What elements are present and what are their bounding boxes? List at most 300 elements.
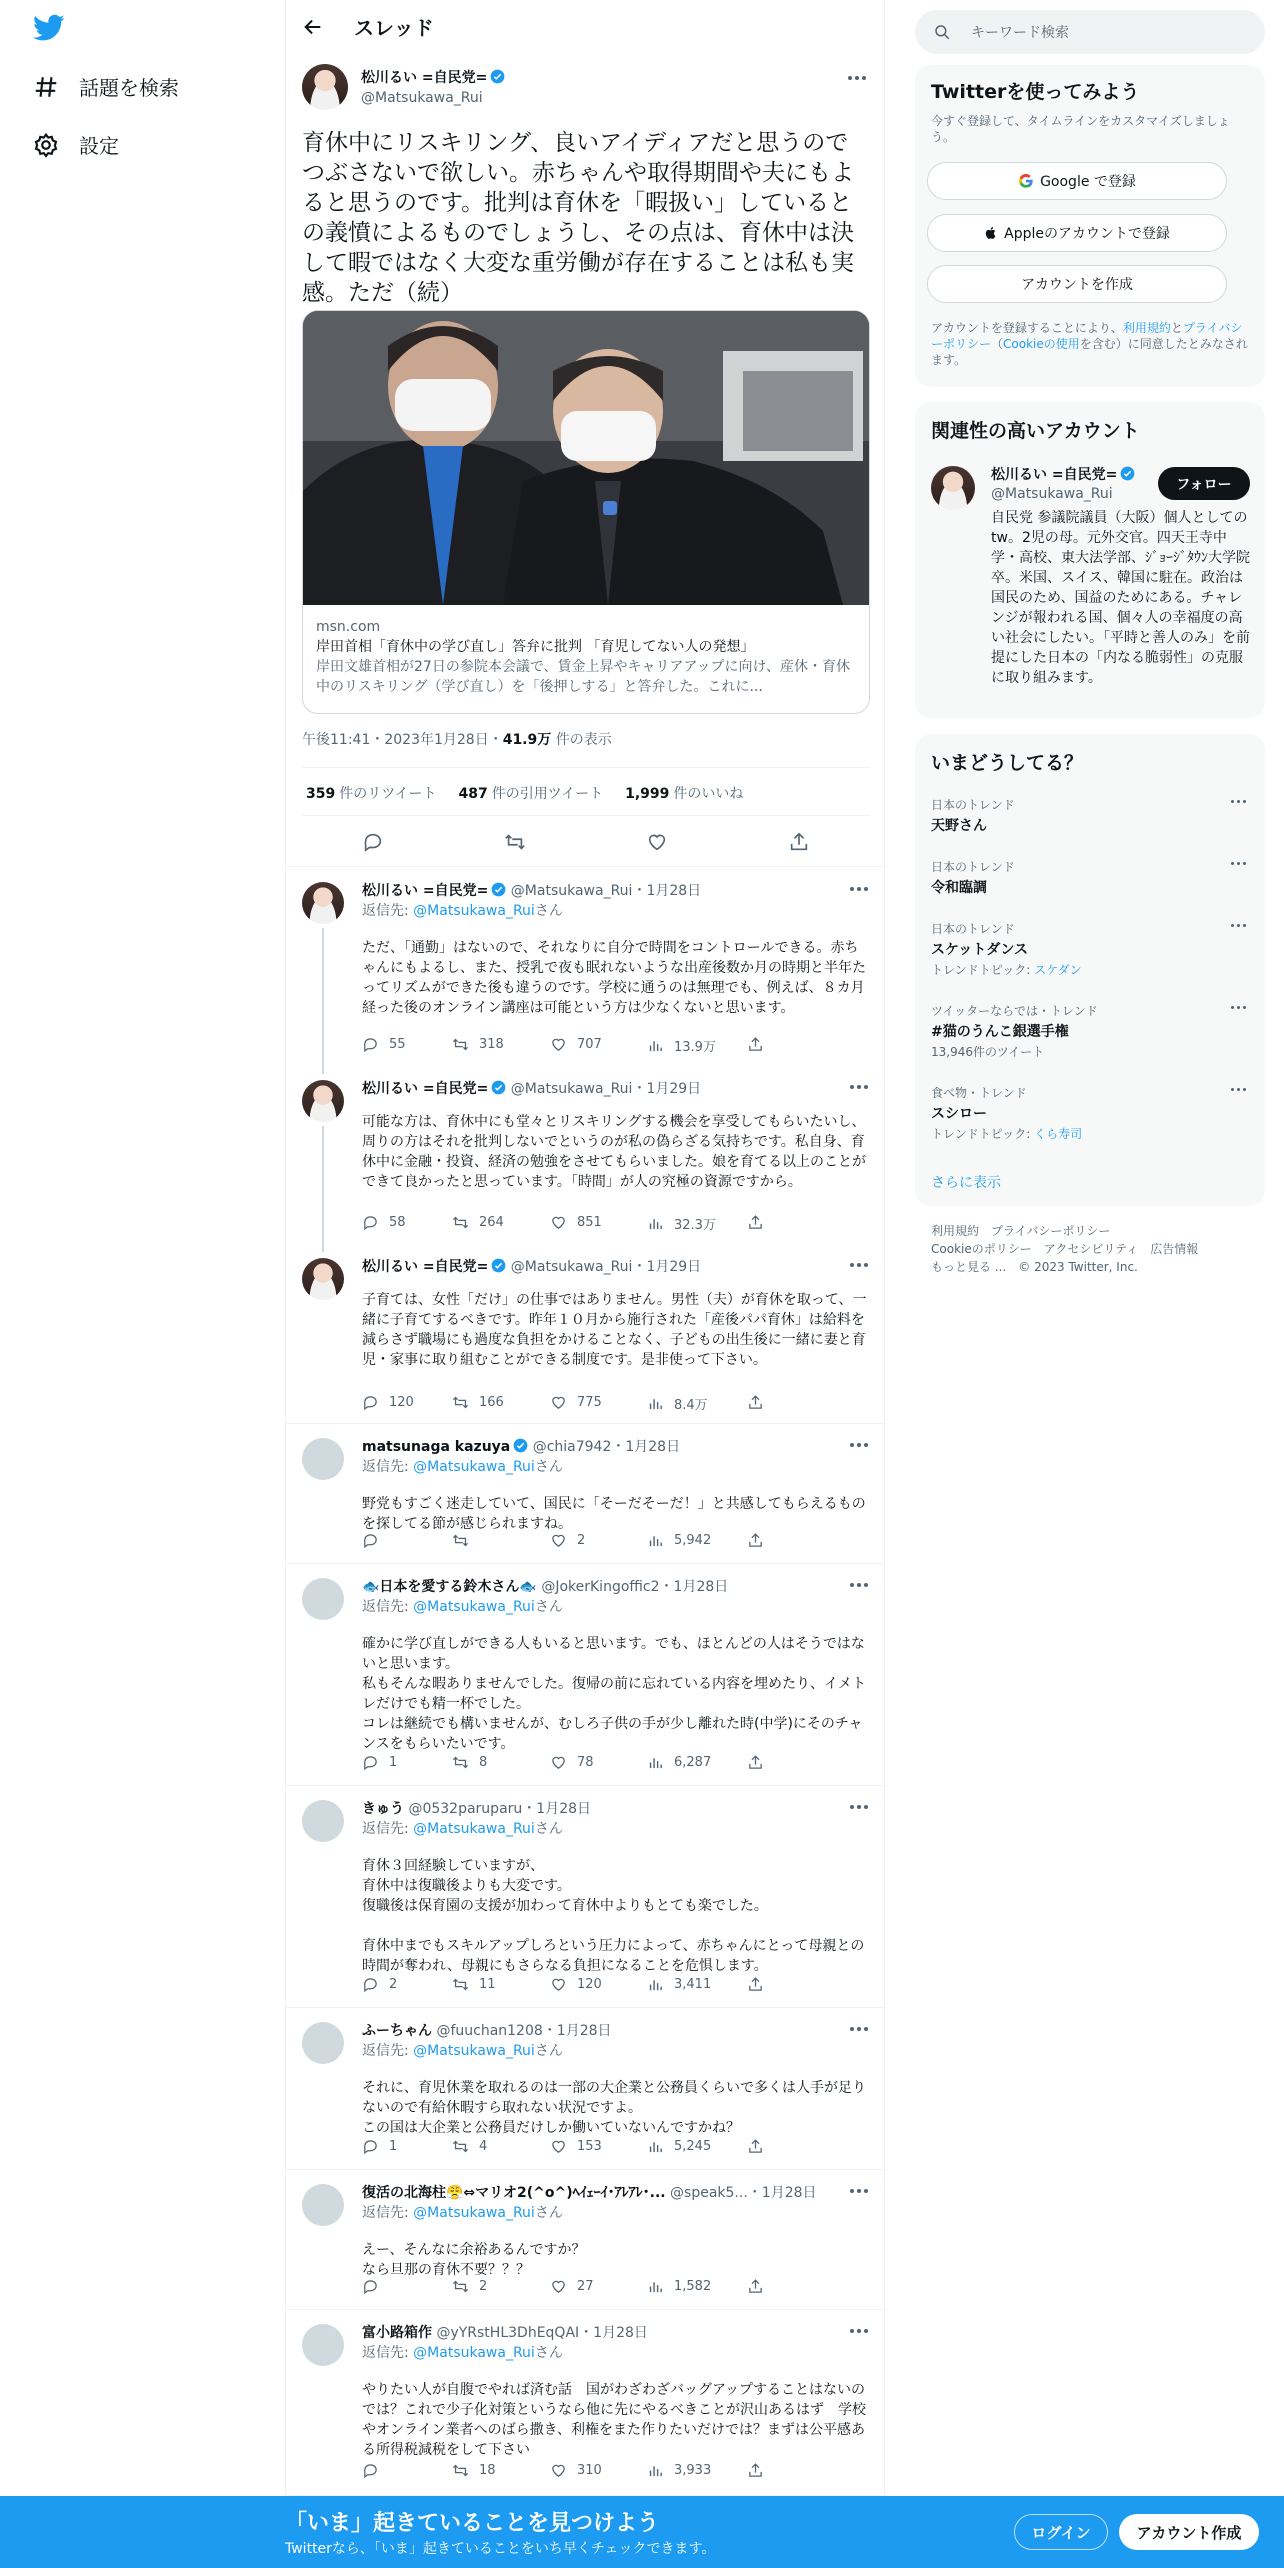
card-image [303, 311, 870, 605]
author-handle[interactable]: @0532paruparu [408, 1801, 523, 1817]
search-box[interactable] [915, 10, 1265, 54]
share-icon [747, 2462, 764, 2479]
link-card[interactable] [302, 310, 870, 714]
trend-context: 日本のトレンド [931, 798, 1015, 812]
retweet-count: 2 [479, 2279, 488, 2294]
author-name[interactable]: 🐟日本を愛する鈴木さん🐟 [362, 1579, 537, 1595]
views-icon [647, 2278, 664, 2295]
reply-header [362, 2020, 862, 2040]
tweet-actions [302, 831, 870, 853]
retweet-icon [452, 1394, 469, 1411]
dot-separator: ・ [747, 2185, 762, 2201]
trend-extra: トレンドトピック: くら寿司 [931, 1127, 1083, 1141]
thread-line [322, 1126, 324, 1252]
share-button[interactable] [747, 2278, 764, 2295]
like-icon [550, 1036, 567, 1053]
follow-button[interactable]: フォロー [1158, 467, 1250, 500]
signup-button[interactable]: アカウント作成 [1119, 2514, 1259, 2550]
reply-to: 返信先: @Matsukawa_Ruiさん [362, 1599, 563, 1615]
reply-to-link[interactable]: @Matsukawa_Rui [413, 1599, 535, 1615]
trend-context: 日本のトレンド [931, 860, 1015, 874]
like-count: 27 [577, 2279, 594, 2294]
like-count: 310 [577, 2463, 602, 2478]
page-title: スレッド [354, 16, 434, 40]
nav-settings-label: 設定 [79, 134, 119, 158]
avatar[interactable] [302, 1438, 344, 1480]
reply-tweet[interactable] [286, 2008, 886, 2170]
reply-to: 返信先: @Matsukawa_Ruiさん [362, 1821, 563, 1837]
like-button[interactable] [550, 2138, 602, 2155]
reply-button[interactable] [362, 1394, 414, 1411]
like-count: 775 [577, 1395, 602, 1410]
reply-date[interactable]: 1月28日 [673, 1579, 729, 1595]
share-button[interactable] [747, 1036, 764, 1053]
reply-header [362, 1078, 862, 1098]
author-name[interactable]: matsunaga kazuya [362, 1439, 511, 1455]
more-options-icon[interactable] [850, 1262, 870, 1268]
nav-explore-label: 話題を検索 [79, 76, 179, 100]
bottom-signup-bar [0, 2496, 1284, 2568]
author-name[interactable]: 松川るい =自民党= [362, 1081, 489, 1097]
reply-tweet[interactable] [286, 1786, 886, 2008]
author-name[interactable]: 復活の北海柱😤⇔マリオ2(^o^)ﾍｲｪｰｲ･ｱﾚｱﾚ･... [362, 2185, 666, 2201]
trend-extra: 13,946件のツイート [931, 1045, 1045, 1059]
retweet-button[interactable] [452, 1532, 479, 1549]
reply-tweet[interactable] [286, 2170, 886, 2310]
retweet-icon [452, 2462, 469, 2479]
share-button[interactable] [747, 1394, 764, 1411]
views-count: 8.4万 [674, 1398, 708, 1413]
reply-header [362, 1256, 862, 1276]
more-options-icon[interactable] [850, 2026, 870, 2032]
more-options-icon[interactable] [1231, 1006, 1251, 1012]
footer-terms[interactable]: 利用規約 [931, 1224, 980, 1238]
trend-name: #猫のうんこ銀選手権 [931, 1024, 1069, 1040]
author-handle[interactable]: @Matsukawa_Rui [510, 883, 633, 899]
more-options-icon[interactable] [850, 886, 870, 892]
views-icon [647, 1532, 664, 1549]
avatar[interactable] [302, 2022, 344, 2064]
reply-header [362, 1798, 862, 1818]
create-account-label: アカウントを作成 [1021, 277, 1133, 293]
views-count: 5,245 [674, 2139, 712, 2154]
reply-date[interactable]: 1月29日 [646, 1081, 702, 1097]
author-block[interactable] [361, 67, 505, 106]
share-icon [747, 1754, 764, 1771]
reply-date[interactable]: 1月28日 [556, 2023, 612, 2039]
avatar[interactable] [302, 1258, 344, 1300]
reply-button[interactable] [362, 2462, 389, 2479]
trend-context: 食べ物・トレンド [931, 1086, 1027, 1100]
retweet-icon[interactable] [504, 831, 526, 853]
create-account-button[interactable] [927, 265, 1227, 303]
reply-text: やりたい人が自腹でやれば済む話 国がわざわざバッグアップすることはないのでは？これで少子化対策というなら他に先にやるべきことが沢山あるはず 学校やオンライン業者へのばら撒き、利権をまた作りたいだけでは？まずは公平感ある所得税減税をして下さい [362, 2382, 866, 2458]
more-options-icon[interactable] [850, 2328, 870, 2334]
reply-icon [362, 1532, 379, 1549]
divider [286, 866, 886, 867]
sidebar-footer [931, 1222, 1251, 1276]
card-description: 岸田文雄首相が27日の参院本会議で、賃金上昇やキャリアアップに向け、産休・育休中のリスキリング（学び直し）を「後押しする」と答弁した。これに... [316, 659, 850, 695]
reply-text: ただ、「通勤」はないので、それなりに自分で時間をコントロールできる。赤ちゃんにもよるし、また、授乳で夜も眠れないような出産後数か月の時期と半年たってリズムができた後も違うのです。学校に通うのは無理でも、例えば、８カ月経った後のオンライン講座は可能という方は少なくないと思います。 [362, 940, 866, 1016]
retweet-icon [452, 1532, 469, 1549]
reply-count: 58 [389, 1215, 406, 1230]
dot-separator: ・ [542, 2023, 557, 2039]
reply-to-link[interactable]: @Matsukawa_Rui [413, 903, 535, 919]
reply-tweet[interactable] [286, 2310, 886, 2496]
more-options-icon[interactable] [848, 75, 868, 81]
trend-name: 令和臨調 [931, 880, 987, 896]
dot-separator: ・ [632, 1259, 647, 1275]
reply-icon [362, 1036, 379, 1053]
author-handle[interactable]: @Matsukawa_Rui [510, 1081, 633, 1097]
author-handle[interactable]: @speak5... [670, 2185, 748, 2201]
like-count: 851 [577, 1215, 602, 1230]
avatar[interactable] [302, 2324, 344, 2366]
privacy-link[interactable]: プライバシーポリシー [931, 321, 1243, 351]
like-count: 78 [577, 1755, 594, 1770]
retweet-button[interactable] [452, 2138, 487, 2155]
retweet-count: 18 [479, 2463, 496, 2478]
reply-button[interactable] [362, 1036, 406, 1053]
reply-text: それに、育児休業を取れるのは一部の大企業と公務員くらいで多くは人手が足りないので有給休暇すら取れない状況ですよ。 この国は大企業と公務員だけしか働いていないんですかね？ [362, 2080, 866, 2136]
views-icon [647, 1215, 664, 1232]
views-label: 件の表示 [551, 732, 612, 748]
author-name[interactable]: 富小路箱作 [362, 2325, 432, 2341]
reply-to: 返信先: @Matsukawa_Ruiさん [362, 2205, 563, 2221]
views-icon [647, 1395, 664, 1412]
search-input[interactable]: キーワード検索 [971, 25, 1069, 41]
views-icon [647, 2462, 664, 2479]
more-options-icon[interactable] [850, 1084, 870, 1090]
author-handle[interactable]: @chia7942 [532, 1439, 612, 1455]
avatar[interactable] [302, 1800, 344, 1842]
author-name[interactable]: 松川るい =自民党= [362, 883, 489, 899]
trend-item[interactable] [931, 920, 1251, 978]
like-icon [550, 1394, 567, 1411]
reply-actions [362, 2138, 802, 2158]
retweet-button[interactable] [452, 2462, 496, 2479]
footer-ads[interactable]: 広告情報 [1150, 1242, 1199, 1256]
views-count: 3,933 [674, 2463, 712, 2478]
retweet-button[interactable] [452, 1036, 504, 1053]
views-button[interactable] [647, 1214, 716, 1233]
views-icon [647, 1976, 664, 1993]
google-signup-label: Google で登録 [1040, 174, 1136, 190]
author-handle[interactable]: @Matsukawa_Rui [510, 1259, 633, 1275]
dot-separator: ・ [632, 1081, 647, 1097]
trend-topic-link[interactable]: スケダン [1034, 963, 1082, 977]
trend-name: スシロー [931, 1106, 987, 1122]
related-handle: @Matsukawa_Rui [991, 486, 1113, 502]
verified-badge-icon [490, 69, 505, 84]
like-button[interactable] [550, 2278, 594, 2295]
related-account[interactable] [991, 464, 1135, 502]
terms-link[interactable]: 利用規約 [1122, 321, 1171, 335]
reply-date[interactable]: 1月28日 [625, 1439, 681, 1455]
views-count: 41.9万 [502, 732, 552, 748]
like-button[interactable] [550, 1976, 602, 1993]
like-button[interactable] [550, 1754, 594, 1771]
show-more-link[interactable]: さらに表示 [931, 1175, 1001, 1191]
reply-to: 返信先: @Matsukawa_Ruiさん [362, 2345, 563, 2361]
retweet-button[interactable] [452, 1214, 504, 1231]
retweet-icon [452, 1214, 469, 1231]
related-avatar[interactable] [931, 466, 975, 510]
reply-date[interactable]: 1月28日 [593, 2325, 648, 2341]
reply-icon [362, 2138, 379, 2155]
trend-item[interactable] [931, 1002, 1251, 1060]
footer-privacy[interactable]: プライバシーポリシー [991, 1224, 1111, 1238]
trend-item[interactable] [931, 796, 1251, 835]
trend-item[interactable] [931, 858, 1251, 897]
avatar[interactable] [302, 882, 344, 924]
retweet-count: 4 [479, 2139, 488, 2154]
retweet-icon [452, 1754, 469, 1771]
retweet-icon [452, 2278, 469, 2295]
card-info [316, 617, 856, 697]
share-button[interactable] [747, 2462, 764, 2479]
reply-actions [362, 1754, 802, 1774]
author-handle: @Matsukawa_Rui [361, 90, 483, 106]
reply-to-link[interactable]: @Matsukawa_Rui [413, 2043, 535, 2059]
share-button[interactable] [747, 2138, 764, 2155]
footer-accessibility[interactable]: アクセシビリティ [1043, 1242, 1139, 1256]
views-count: 32.3万 [674, 1218, 716, 1233]
thread-header [286, 0, 886, 53]
apple-icon [984, 225, 998, 241]
share-icon [747, 1214, 764, 1231]
share-icon [747, 2138, 764, 2155]
reply-icon[interactable] [362, 831, 384, 853]
views-button[interactable] [647, 1036, 716, 1055]
twitter-logo-icon[interactable] [33, 14, 65, 42]
reply-text: 育休３回経験していますが、 育休中は復職後よりも大変です。 復職後は保育園の支援が加わって育休中よりもとても楽でした。 育休中までもスキルアップしろという圧力によって、赤ちゃんにとって母親との時間が奪われ、母親にもさらなる負担になることを危惧します。 [362, 1858, 865, 1974]
likes-stat[interactable]: 1,999 件のいいね [625, 786, 744, 802]
tweet-timestamp[interactable] [302, 729, 612, 749]
reply-date[interactable]: 1月28日 [646, 883, 702, 899]
trend-item[interactable] [931, 1084, 1251, 1142]
back-arrow-icon[interactable] [302, 16, 324, 38]
reply-to-link[interactable]: @Matsukawa_Rui [413, 1821, 535, 1837]
cookie-link[interactable]: Cookieの使用 [1003, 337, 1080, 351]
reply-button[interactable] [362, 1754, 397, 1771]
views-button[interactable] [647, 1976, 711, 1993]
like-icon [550, 2278, 567, 2295]
reply-text: 野党もすごく迷走していて、国民に「そーだそーだ！」と共感してもらえるものを探してる節が感じられますね。 [362, 1496, 866, 1532]
trends-title: いまどうしてる？ [931, 752, 1084, 774]
author-handle[interactable]: @yYRstHL3DhEqQAI [436, 2325, 580, 2341]
nav-explore[interactable] [33, 72, 179, 101]
avatar[interactable] [302, 1080, 344, 1122]
views-count: 5,942 [674, 1533, 712, 1548]
reply-button[interactable] [362, 1976, 397, 1993]
footer-copyright: © 2023 Twitter, Inc. [1018, 1260, 1138, 1274]
more-options-icon[interactable] [1231, 862, 1251, 868]
reply-header [362, 1436, 862, 1456]
reply-tweet[interactable] [286, 1066, 886, 1244]
verified-badge-icon [491, 1080, 506, 1095]
reply-to-link[interactable]: @Matsukawa_Rui [413, 2205, 535, 2221]
trend-topic-link[interactable]: くら寿司 [1034, 1127, 1083, 1141]
verified-badge-icon [491, 1258, 506, 1273]
author-name[interactable]: ふーちゃん [362, 2023, 432, 2039]
like-icon[interactable] [646, 831, 668, 853]
retweets-stat[interactable]: 359 件のリツイート [306, 786, 437, 802]
card-domain: msn.com [316, 619, 381, 635]
like-icon [550, 1532, 567, 1549]
views-icon [647, 1037, 664, 1054]
quotes-stat[interactable]: 487 件の引用ツイート [458, 786, 604, 802]
views-button[interactable] [647, 2278, 711, 2295]
reply-icon [362, 1976, 379, 1993]
more-options-icon[interactable] [1231, 800, 1251, 806]
share-button[interactable] [747, 1214, 764, 1231]
engagement-stats [306, 783, 743, 803]
login-button[interactable]: ログイン [1014, 2514, 1108, 2550]
more-options-icon[interactable] [1231, 1088, 1251, 1094]
like-button[interactable] [550, 1036, 602, 1053]
views-button[interactable] [647, 2462, 711, 2479]
google-signup-button[interactable] [927, 162, 1227, 200]
thread-line [322, 928, 324, 1074]
verified-badge-icon [1120, 466, 1135, 481]
views-count: 1,582 [674, 2279, 712, 2294]
reply-actions [362, 2462, 802, 2482]
reply-actions [362, 2278, 802, 2298]
reply-count: 2 [389, 1977, 398, 1992]
reply-header [362, 880, 862, 900]
footer-cookie[interactable]: Cookieのポリシー [931, 1242, 1032, 1256]
like-button[interactable] [550, 2462, 602, 2479]
reply-count: 1 [389, 1755, 398, 1770]
related-bio: 自民党 参議院議員（大阪）個人としてのtw。2児の母。元外交官。四天王寺中学・高校、東大法学部、ｼﾞｮｰｼﾞﾀｳﾝ大学院卒。米国、スイス、韓国に駐在。政治は国民のため、国益のためにある。チャレンジが報われる国、個々人の幸福度の高い社会にしたい。「平時と善人のみ」を前提にした日本の「内なる脆弱性」の克服に取り組みます。 [991, 510, 1250, 686]
avatar[interactable] [302, 1578, 344, 1620]
retweet-count: 8 [479, 1755, 488, 1770]
related-accounts-panel [915, 402, 1265, 718]
trend-name: スケットダンス [931, 942, 1029, 958]
footer-more[interactable]: もっと見る ... [931, 1260, 1007, 1274]
reply-date[interactable]: 1月29日 [646, 1259, 702, 1275]
reply-date[interactable]: 1月28日 [536, 1801, 592, 1817]
like-icon [550, 1214, 567, 1231]
like-button[interactable] [550, 1394, 602, 1411]
reply-tweet[interactable] [286, 1564, 886, 1786]
reply-button[interactable] [362, 2278, 389, 2295]
retweet-icon [452, 1036, 469, 1053]
reply-button[interactable] [362, 1214, 406, 1231]
like-button[interactable] [550, 1214, 602, 1231]
reply-button[interactable] [362, 2138, 397, 2155]
reply-text: 可能な方は、育休中にも堂々とリスキリングする機会を享受してもらいたいし、周りの方はそれを批判しないでというのが私の偽らざる気持ちです。私自身、育休中に金融・投資、経済の勉強をさせてもらいました。娘を育てる以上のことができて良かったと思っています。「時間」が人の究極の資源ですから。 [362, 1114, 866, 1190]
more-options-icon[interactable] [850, 1442, 870, 1448]
share-button[interactable] [747, 1532, 764, 1549]
retweet-button[interactable] [452, 1754, 487, 1771]
share-icon [747, 2278, 764, 2295]
retweet-icon [452, 1976, 469, 1993]
apple-signup-button[interactable] [927, 214, 1227, 252]
reply-tweet[interactable] [286, 1244, 886, 1424]
retweet-button[interactable] [452, 1394, 504, 1411]
views-button[interactable] [647, 1532, 711, 1549]
more-options-icon[interactable] [850, 1582, 870, 1588]
share-button[interactable] [747, 1976, 764, 1993]
author-handle[interactable]: @fuuchan1208 [436, 2023, 543, 2039]
reply-to-link[interactable]: @Matsukawa_Rui [413, 1459, 535, 1475]
verified-badge-icon [491, 882, 506, 897]
more-options-icon[interactable] [1231, 924, 1251, 930]
author-name[interactable]: 松川るい =自民党= [362, 1259, 489, 1275]
retweet-button[interactable] [452, 2278, 487, 2295]
trend-extra: トレンドトピック: スケダン [931, 963, 1082, 977]
reply-actions [362, 1214, 802, 1234]
retweet-button[interactable] [452, 1976, 496, 1993]
related-title: 関連性の高いアカウント [931, 420, 1140, 442]
share-icon [747, 1532, 764, 1549]
reply-date[interactable]: 1月28日 [761, 2185, 817, 2201]
views-button[interactable] [647, 2138, 711, 2155]
like-icon [550, 2138, 567, 2155]
views-icon [647, 2138, 664, 2155]
retweet-count: 166 [479, 1395, 504, 1410]
avatar[interactable] [302, 2184, 344, 2226]
dot-separator: ・ [659, 1579, 674, 1595]
like-button[interactable] [550, 1532, 585, 1549]
views-button[interactable] [647, 1394, 708, 1413]
dot-separator: ・ [522, 1801, 537, 1817]
author-handle[interactable]: @JokerKingoffic2 [541, 1579, 660, 1595]
more-options-icon[interactable] [850, 2188, 870, 2194]
avatar[interactable] [302, 64, 348, 110]
reply-tweet[interactable] [286, 1424, 886, 1564]
signup-title: Twitterを使ってみよう [931, 81, 1140, 103]
views-icon [647, 1754, 664, 1771]
reply-icon [362, 1754, 379, 1771]
reply-actions [362, 1532, 802, 1552]
more-options-icon[interactable] [850, 1804, 870, 1810]
reply-text: 確かに学び直しができる人もいると思います。でも、ほとんどの人はそうではないと思います。 私もそんな暇ありませんでした。復帰の前に忘れている内容を埋めたり、イメトレだけでも精一杯でした。 コレは継続でも構いませんが、むしろ子供の手が少し離れた時(中学)にそのチャンスをもらいたいです。 [362, 1636, 866, 1752]
trends-panel [915, 734, 1265, 1206]
trend-name: 天野さん [931, 818, 987, 834]
tweet-text: 育休中にリスキリング、良いアイディアだと思うのでつぶさないで欲しい。赤ちゃんや取得期間や夫にもよると思うのです。批判は育休を「暇扱い」しているとの義憤によるものでしょうし、その点は、育休中は決して暇ではなく大変な重労働が存在することは私も実感。ただ（続） [302, 130, 854, 306]
author-name[interactable]: きゅう [362, 1801, 404, 1817]
reply-tweet[interactable] [286, 868, 886, 1066]
like-icon [550, 2462, 567, 2479]
share-icon[interactable] [788, 831, 810, 853]
bottom-subtitle: Twitterなら、「いま」起きていることをいち早くチェックできます。 [285, 2541, 716, 2557]
nav-settings[interactable] [33, 130, 119, 159]
reply-count: 120 [389, 1395, 414, 1410]
author-name: 松川るい =自民党= [361, 70, 488, 86]
google-icon [1018, 173, 1034, 189]
reply-button[interactable] [362, 1532, 389, 1549]
like-count: 153 [577, 2139, 602, 2154]
related-name: 松川るい =自民党= [991, 467, 1118, 483]
timestamp-text: 午後11:41・2023年1月28日・ [302, 732, 503, 748]
main-column [285, 0, 885, 2568]
reply-actions [362, 1976, 802, 1996]
like-icon [550, 1754, 567, 1771]
reply-header [362, 1576, 862, 1596]
share-icon [747, 1976, 764, 1993]
reply-icon [362, 2278, 379, 2295]
reply-to-link[interactable]: @Matsukawa_Rui [413, 2345, 535, 2361]
reply-header [362, 2182, 862, 2202]
share-button[interactable] [747, 1754, 764, 1771]
like-count: 2 [577, 1533, 586, 1548]
reply-icon [362, 2462, 379, 2479]
views-button[interactable] [647, 1754, 711, 1771]
dot-separator: ・ [611, 1439, 626, 1455]
